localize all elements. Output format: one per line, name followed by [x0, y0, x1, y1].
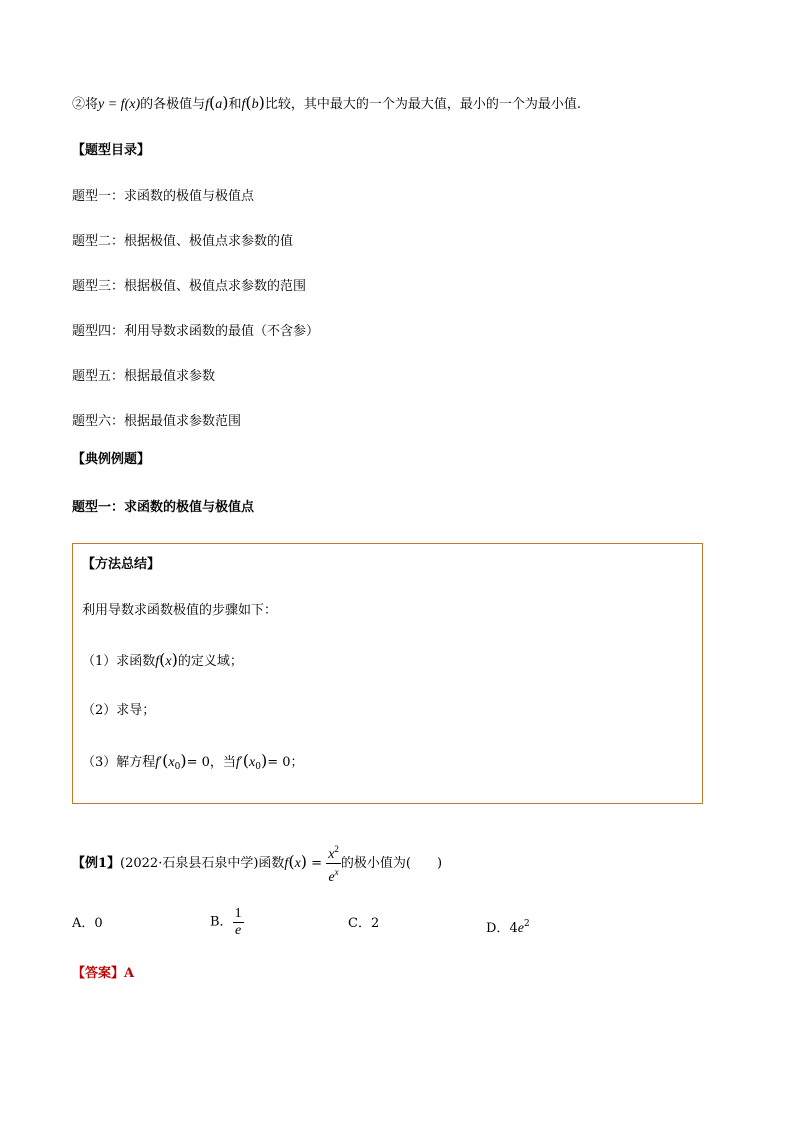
- method-step3: （3）解方程$f'(x_0)= 0$，当$f'(x_0)= 0$；: [82, 751, 304, 772]
- example1-question: 【例1】(2022·石泉县石泉中学)函数f(x) = $\frac{x^2}{e^x}$ 的极小值为( ): [72, 841, 442, 886]
- method-intro: 利用导数求函数极值的步骤如下：: [82, 603, 278, 618]
- method-step2: （2）求导；: [82, 703, 156, 718]
- answer-value: A: [124, 966, 135, 981]
- answer-line: [72, 966, 134, 982]
- section1-title: 题型一：求函数的极值与极值点: [72, 500, 255, 515]
- option-d: D．$4e^2$: [486, 919, 530, 936]
- toc-item-6: 题型六：根据最值求参数范围: [72, 414, 242, 429]
- intro-prefix: ②将: [72, 97, 99, 112]
- toc-heading: 【题型目录】: [72, 143, 151, 158]
- toc-item-4: 题型四：利用导数求函数的最值（不含参）: [72, 324, 320, 339]
- examples-heading: 【典例例题】: [72, 452, 151, 467]
- intro-func: y = f(x): [98, 97, 141, 112]
- toc-item-2: 题型二：根据极值、极值点求参数的值: [72, 234, 294, 249]
- fb-f: f: [241, 97, 246, 112]
- option-b-fraction: $\frac{1}{e}$: [234, 906, 242, 938]
- toc-item-1: 题型一：求函数的极值与极值点: [72, 189, 255, 204]
- intro-line: ②将y = f(x)的各极值与f(a)和f(b)比较，其中最大的一个为最大值，最小的一个为最小值.: [72, 93, 582, 112]
- intro-suffix: 比较，其中最大的一个为最大值，最小的一个为最小值.: [264, 97, 582, 112]
- fa-arg: a: [215, 97, 223, 112]
- example1-source: (2022·石泉县石泉中学)函数: [120, 856, 285, 871]
- example1-fraction: $\frac{x^2}{e^x}$: [326, 841, 341, 886]
- method-step1: （1）求函数f(x)的定义域；: [82, 650, 243, 669]
- fb-arg: b: [251, 97, 259, 112]
- example1-label: 【例1】: [72, 856, 121, 871]
- toc-item-5: 题型五：根据最值求参数: [72, 369, 216, 384]
- option-a: A．0: [72, 916, 103, 931]
- intro-mid2: 和: [228, 97, 242, 112]
- fa-f: f: [205, 97, 210, 112]
- option-b: B． $\frac{1}{e}$: [210, 906, 242, 938]
- option-c: C．2: [348, 916, 380, 931]
- example1-suffix: 的极小值为( ): [340, 856, 443, 871]
- toc-item-3: 题型三：根据极值、极值点求参数的范围: [72, 279, 307, 294]
- method-heading: 【方法总结】: [82, 557, 161, 572]
- answer-label: 【答案】: [72, 966, 125, 981]
- intro-mid1: 的各极值与: [140, 97, 206, 112]
